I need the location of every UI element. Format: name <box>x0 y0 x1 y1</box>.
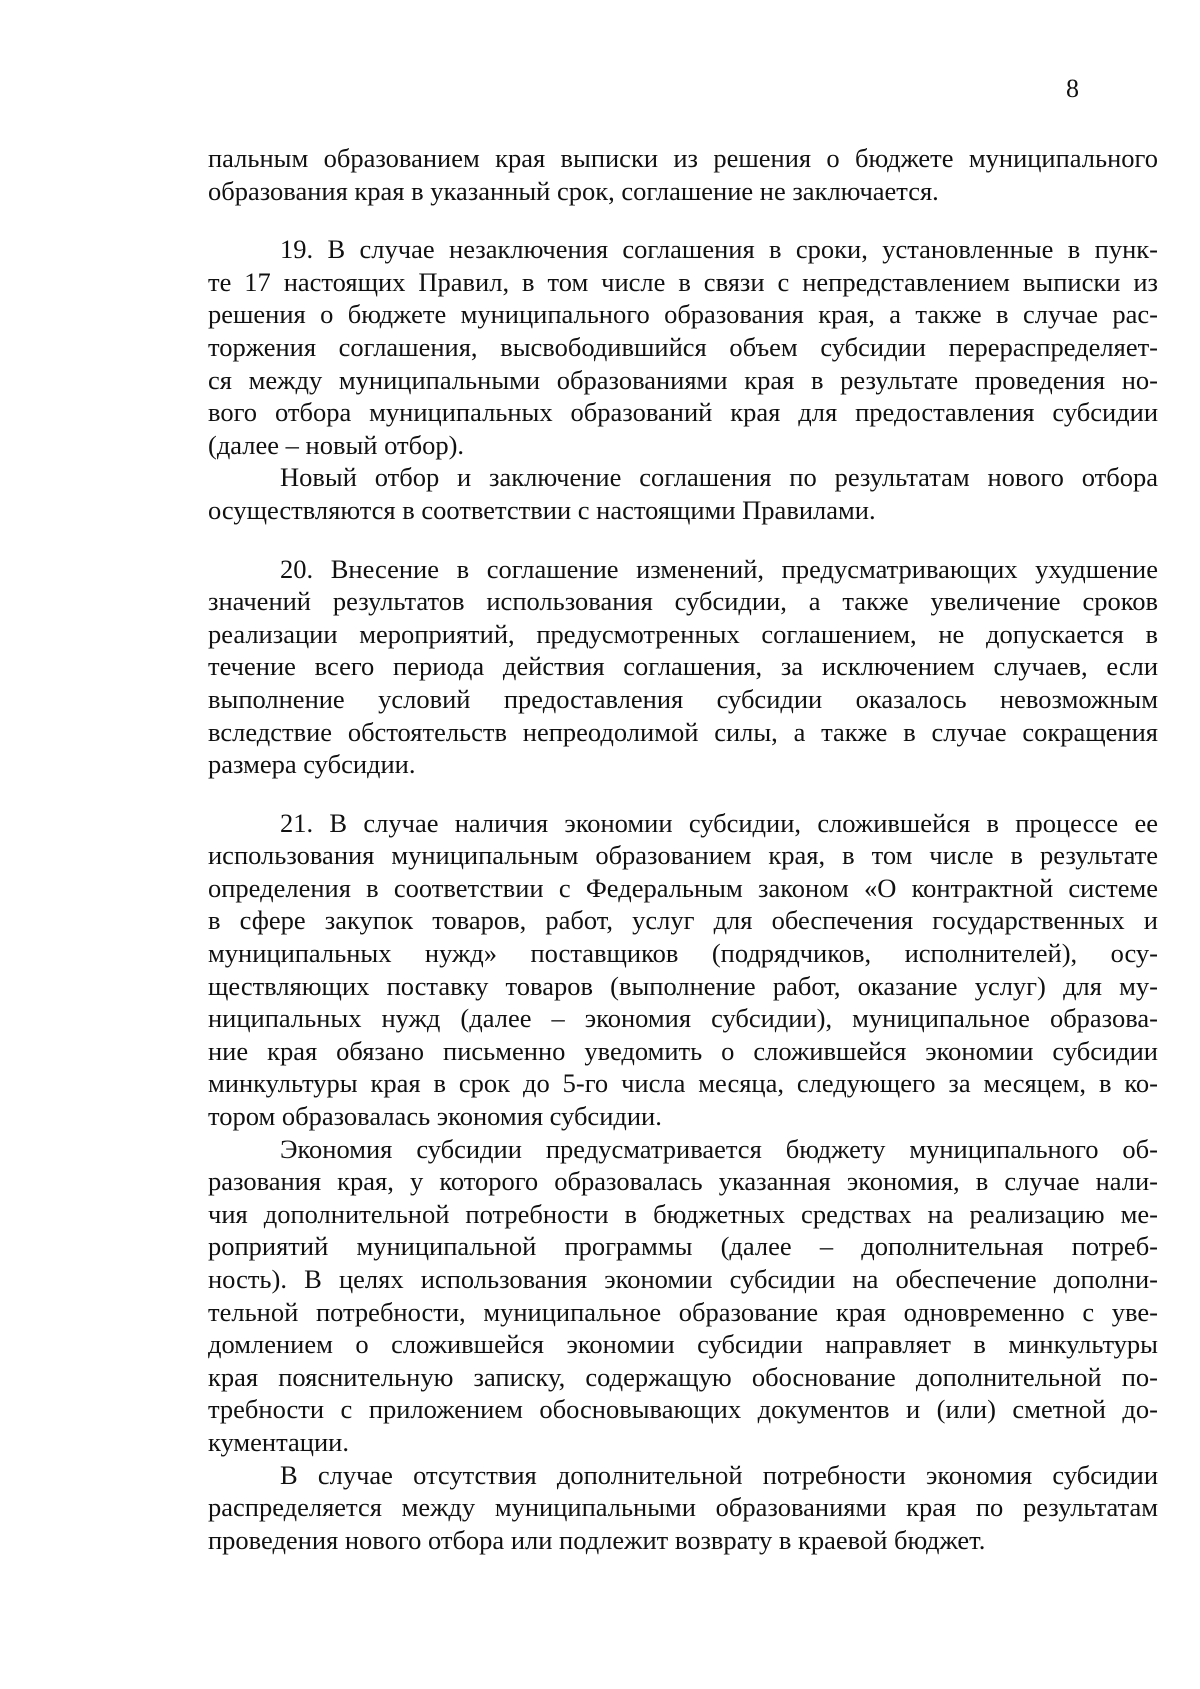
paragraph-21 <box>208 807 1158 1133</box>
paragraph-19b <box>208 461 1158 526</box>
text-line: распределяется между муниципальными образованиями края по результатам <box>208 1492 1158 1523</box>
text-line: вследствие обстоятельств непреодолимой силы, а также в случае сокращения <box>208 716 1158 747</box>
text-line: ществляющих поставку товаров (выполнение работ, оказание услуг) для му- <box>208 970 1158 1001</box>
text-line: (далее – новый отбор). <box>208 429 465 460</box>
text-line: проведения нового отбора или подлежит возврату в краевой бюджет. <box>208 1524 986 1555</box>
text-line: использования муниципальным образованием края, в том числе в результате <box>208 840 1158 871</box>
text-line: образования края в указанный срок, соглашение не заключается. <box>208 175 939 206</box>
text-line: кументации. <box>208 1426 349 1457</box>
text-line: те 17 настоящих Правил, в том числе в связи с непредставлением выписки из <box>208 266 1158 297</box>
document-body <box>208 142 1158 1556</box>
text-line: В случае отсутствия дополнительной потребности экономия субсидии <box>280 1459 1158 1490</box>
paragraph-continuation <box>208 142 1158 207</box>
text-line: ние края обязано письменно уведомить о сложившейся экономии субсидии <box>208 1035 1158 1066</box>
text-line: Новый отбор и заключение соглашения по результатам нового отбора <box>280 462 1158 493</box>
text-line: реализации мероприятий, предусмотренных соглашением, не допускается в <box>208 618 1158 649</box>
text-line: 20. Внесение в соглашение изменений, предусматривающих ухудшение <box>280 553 1158 584</box>
paragraph-gap <box>208 207 1158 233</box>
text-line: выполнение условий предоставления субсидии оказалось невозможным <box>208 683 1158 714</box>
paragraph-gap <box>208 527 1158 553</box>
text-line: тором образовалась экономия субсидии. <box>208 1101 662 1132</box>
text-line: чия дополнительной потребности в бюджетных средствах на реализацию ме- <box>208 1198 1158 1229</box>
paragraph-20 <box>208 553 1158 781</box>
paragraph-21c <box>208 1459 1158 1557</box>
page-number: 8 <box>1066 74 1079 103</box>
text-line: Экономия субсидии предусматривается бюджету муниципального об- <box>280 1133 1158 1164</box>
text-line: ниципальных нужд (далее – экономия субсидии), муниципальное образова- <box>208 1003 1158 1034</box>
text-line: вого отбора муниципальных образований края для предоставления субсидии <box>208 397 1158 428</box>
text-line: значений результатов использования субсидии, а также увеличение сроков <box>208 586 1158 617</box>
text-line: домлением о сложившейся экономии субсидии направляет в минкультуры <box>208 1329 1158 1360</box>
text-line: пальным образованием края выписки из решения о бюджете муниципального <box>208 143 1158 173</box>
text-line: 19. В случае незаключения соглашения в сроки, установленные в пунк- <box>280 234 1158 265</box>
text-line: 21. В случае наличия экономии субсидии, сложившейся в процессе ее <box>280 807 1158 838</box>
text-line: решения о бюджете муниципального образования края, а также в случае рас- <box>208 299 1158 330</box>
text-line: течение всего периода действия соглашения, за исключением случаев, если <box>208 651 1158 682</box>
text-line: ность). В целях использования экономии субсидии на обеспечение дополни- <box>208 1264 1158 1294</box>
text-line: ся между муниципальными образованиями края в результате проведения но- <box>208 364 1158 395</box>
text-line: требности с приложением обосновывающих документов и (или) сметной до- <box>208 1394 1158 1425</box>
text-line: минкультуры края в срок до 5-го числа месяца, следующего за месяцем, в ко- <box>208 1068 1158 1099</box>
text-line: определения в соответствии с Федеральным законом «О контрактной системе <box>208 872 1158 903</box>
text-line: муниципальных нужд» поставщиков (подрядчиков, исполнителей), осу- <box>208 938 1158 969</box>
text-line: тельной потребности, муниципальное образование края одновременно с уве- <box>208 1296 1158 1327</box>
text-line: роприятий муниципальной программы (далее – дополнительная потреб- <box>208 1231 1158 1262</box>
text-line: края пояснительную записку, содержащую обоснование дополнительной по- <box>208 1361 1158 1392</box>
paragraph-21b <box>208 1133 1158 1459</box>
text-line: размера субсидии. <box>208 749 416 780</box>
paragraph-gap <box>208 781 1158 807</box>
text-line: осуществляются в соответствии с настоящими Правилами. <box>208 494 876 525</box>
text-line: разования края, у которого образовалась указанная экономия, в случае нали- <box>208 1166 1158 1197</box>
paragraph-19 <box>208 233 1158 461</box>
text-line: в сфере закупок товаров, работ, услуг для обеспечения государственных и <box>208 905 1158 936</box>
text-line: торжения соглашения, высвободившийся объем субсидии перераспределяет- <box>208 331 1158 362</box>
